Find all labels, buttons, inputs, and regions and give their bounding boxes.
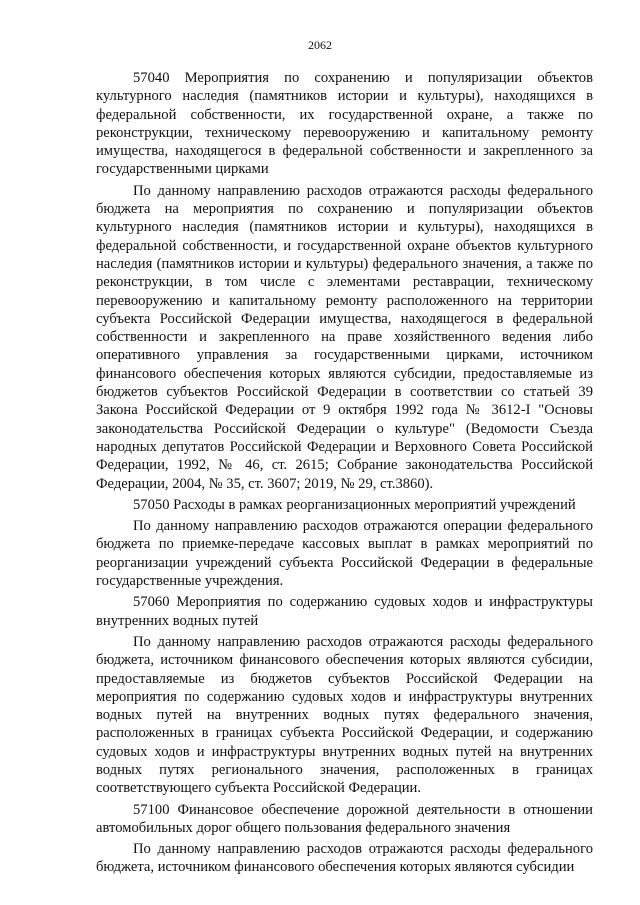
paragraph-57100-heading: 57100 Финансовое обеспечение дорожной деятельности в отношении автомобильных дорог общего пользования федерального значения [96,801,593,836]
paragraph-57040-heading: 57040 Мероприятия по сохранению и популяризации объектов культурного наследия (памятников истории и культуры), находящихся в федеральной собственности, их государственной охране, а также по реконструкции, техническому перевооружению и капитальному ремонту имущества, находящегося в федеральной собственности и закрепленного за государственными цирками [96,70,593,178]
paragraph-57050-description: По данному направлению расходов отражаются операции федерального бюджета по приемке-передаче кассовых выплат в рамках мероприятий по реорганизации учреждений субъекта Российской Федерации в федеральные государственные учреждения. [96,518,593,590]
page-number: 2062 [308,38,332,52]
paragraph-57060-heading: 57060 Мероприятия по содержанию судовых ходов и инфраструктуры внутренних водных путей [96,594,593,629]
paragraph-57040-description: По данному направлению расходов отражаются расходы федерального бюджета на мероприятия по сохранению и популяризации объектов культурного наследия (памятников истории и культуры), находящихся в федеральной собственности, и государственной охране объектов культурного наследия (памятников истории и культуры) федерального значения, а также по реконструкции, в том числе с элементами реставрации, техническому перевооружению и капитальному ремонту расположенного на территории субъекта Российской Федерации имущества, находящегося в федеральной собственности и закрепленного на праве хозяйственного ведения либо оперативного управления за государственными цирками, источником финансового обеспечения которых являются субсидии, предоставляемые из бюджетов субъектов Российской Федерации в соответствии со статьей 39 Закона Российской Федерации от 9 октября 1992 года № 3612-I "Основы законодательства Российской Федерации о культуре" (Ведомости Съезда народных депутатов Российской Федерации и Верховного Совета Российской Федерации, 1992, № 46, ст. 2615; Собрание законодательства Российской Федерации, 2004, № 35, ст. 3607; 2019, № 29, ст.3860). [96,182,593,492]
document-body [96,69,593,877]
paragraph-57050-heading: 57050 Расходы в рамках реорганизационных мероприятий учреждений [133,496,576,513]
paragraph-57060-description: По данному направлению расходов отражаются расходы федерального бюджета, источником финансового обеспечения которых являются субсидии, предоставляемые из бюджетов субъектов Российской Федерации на мероприятия по содержанию судовых ходов и инфраструктуры внутренних водных путей на внутренних водных путях федерального значения, расположенных в границах субъекта Российской Федерации, и содержанию судовых ходов и инфраструктуры внутренних водных путей на внутренних водных путях регионального значения, расположенных в границах соответствующего субъекта Российской Федерации. [96,633,593,797]
paragraph-57100-description: По данному направлению расходов отражаются расходы федерального бюджета, источником финансового обеспечения которых являются субсидии [96,841,593,876]
